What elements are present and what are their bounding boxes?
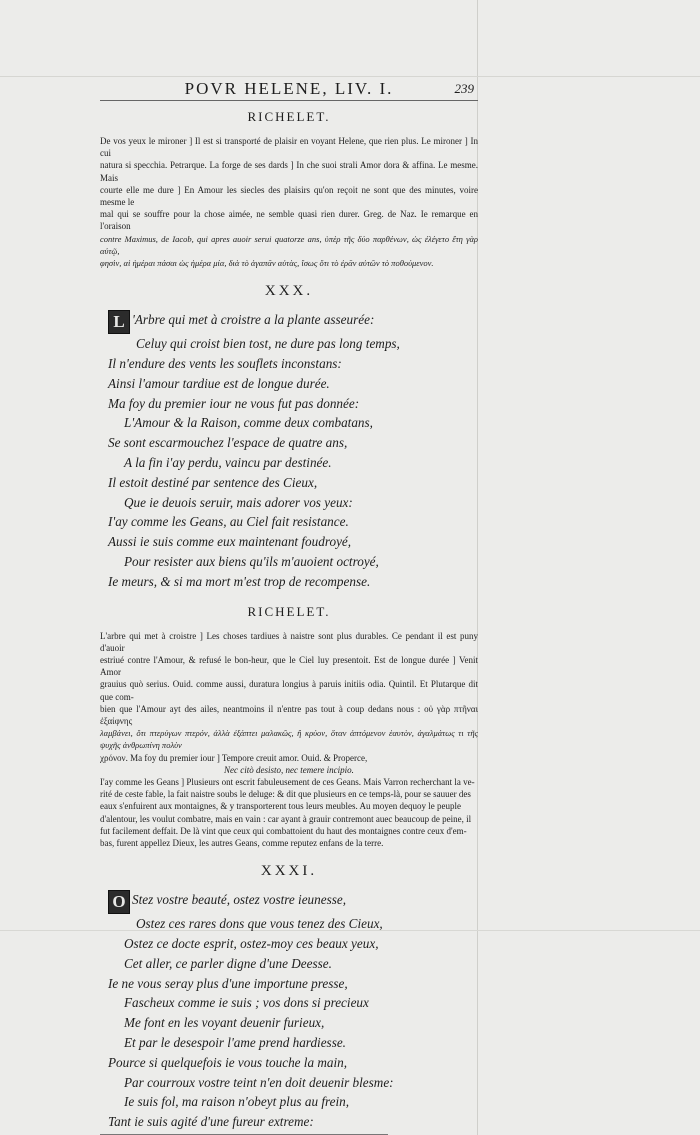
poem-line: Pour resister aux biens qu'ils m'auoient octroyé, xyxy=(124,554,379,569)
poem-line: Se sont escarmouchez l'espace de quatre ans, xyxy=(108,435,348,451)
commentary-line: bas, furent appellez Dieux, les autres Geans, comme reputez enfans de la terre. xyxy=(100,838,384,849)
header-rule xyxy=(100,100,478,101)
running-head xyxy=(100,78,478,100)
poem-line: Ma foy du premier iour ne vous fut pas donnée: xyxy=(108,395,360,411)
commentary-line: De vos yeux le mironer ] Il est si transporté de plaisir en voyant Helene, que rien plus. Le mironer ] In cui xyxy=(100,136,478,159)
poem-line: Tant ie suis agité d'une fureur extreme: xyxy=(108,1114,314,1130)
poem-line: O Stez vostre beauté, ostez vostre ieunesse, xyxy=(108,890,478,914)
poem-line: L 'Arbre qui met à croistre a la plante asseurée: xyxy=(108,310,478,334)
poem-line: I'ay comme les Geans, au Ciel fait resistance. xyxy=(108,514,349,530)
sonnet-number-30: XXX. xyxy=(264,283,314,300)
commentary-2 xyxy=(100,630,478,850)
commentary-line: d'alentour, les voulut combatre, mais en vain : car ayant à grauir contremont auec beaucoup de peine, il xyxy=(100,813,472,824)
poem-line: Il n'endure des vents les souflets inconstans: xyxy=(108,356,342,372)
poem-line: Ostez ces rares dons que vous tenez des Cieux, xyxy=(136,916,383,932)
commentary-line: courte elle me dure ] En Amour les siecles des plaisirs qu'on reçoit ne sont que des minutes, voire mesme le xyxy=(100,184,478,208)
commentary-line: natura si specchia. Petrarque. La forge de ses dards ] In che suoi strali Amor dora & affina. Le mesme. Mais xyxy=(100,160,478,183)
commentary-line: χρόνον. Ma foy du premier iour ] Tempore creuit amor. Ouid. & Properce, xyxy=(100,752,368,763)
poem-line: Que ie deuois seruir, mais adorer vos yeux: xyxy=(124,494,353,510)
poem-line: Me font en les voyant deuenir furieux, xyxy=(124,1015,325,1031)
commentary-1 xyxy=(100,135,478,269)
poem-line: Fascheux comme ie suis ; vos dons si precieux xyxy=(124,995,369,1011)
poem-line: Ie ne vous seray plus d'une importune presse, xyxy=(108,975,348,991)
sonnet-31 xyxy=(100,890,478,1132)
drop-cap-initial: O xyxy=(108,890,130,914)
commentary-line: φησὶν, αἱ ἡμέραι πάσαι ὡς ἡμέρα μία, διὰ τὸ ἀγαπᾶν αὐτὰς, ἴσως ὅτι τὸ ἐρᾶν αὐτῶν τὸ ποθούμενον. xyxy=(100,258,434,269)
poem-line: L'Amour & la Raison, comme deux combatans, xyxy=(124,415,373,431)
sonnet-number-31: XXXI. xyxy=(260,863,318,880)
commentary-line: rité de ceste fable, la fait naistre soubs le deluge: & dit que plusieurs en ce temps-là, pour se sauuer des xyxy=(100,789,471,800)
commentary-line: Nec citò desisto, nec temere incipio. xyxy=(224,764,354,775)
commentary-line: bien que l'Amour ayt des ailes, neantmoins il n'entre pas tout à coup dedans nous : οὐ γὰρ πτῆναι ἐξαίφνης xyxy=(100,703,478,727)
running-title: POVR HELENE, LIV. I. xyxy=(184,79,394,98)
poem-line: Ostez ce docte esprit, ostez-moy ces beaux yeux, xyxy=(124,936,379,952)
drop-cap-initial: L xyxy=(108,310,130,334)
poem-line: Ie suis fol, ma raison n'obeyt plus au frein, xyxy=(124,1094,350,1110)
commentary-heading-2: RICHELET. xyxy=(247,603,331,619)
poem-line: Aussi ie suis comme eux maintenant foudroyé, xyxy=(108,534,352,550)
commentary-heading-1: RICHELET. xyxy=(247,109,331,124)
commentary-line: L'arbre qui met à croistre ] Les choses tardiues à naistre sont plus durables. Ce pendant il est puny d'auoir xyxy=(100,630,478,653)
sheet-top-line xyxy=(0,76,700,77)
poem-line: Celuy qui croist bien tost, ne dure pas long temps, xyxy=(136,336,400,352)
poem-line: Ie meurs, & si ma mort m'est trop de recompense. xyxy=(108,573,371,589)
poem-line: Cet aller, ce parler digne d'une Deesse. xyxy=(124,955,332,971)
poem-line: Par courroux vostre teint n'en doit deuenir blesme: xyxy=(124,1074,394,1090)
poem-line: Ainsi l'amour tardiue est de longue durée. xyxy=(108,375,330,391)
poem-line: Pource si quelquefois ie vous touche la main, xyxy=(108,1054,348,1070)
sonnet-30 xyxy=(100,310,478,591)
commentary-line: I'ay comme les Geans ] Plusieurs ont escrit fabuleusement de ces Geans. Mais Varron recherchant la ve- xyxy=(100,777,475,788)
commentary-line: contre Maximus, de Iacob, qui apres auoir serui quatorze ans, ὑπὲρ τῆς δύο παρθένων, ὡς ἐλέγετο ἔτη γὰρ αὐτῷ, xyxy=(100,233,478,256)
commentary-line: fut facilement deffait. De là vint que ceux qui combattoient du haut des montaignes contre ceux d'em- xyxy=(100,825,467,836)
commentary-line: λαμβάνει, ὅτι πτερύγων πτερόν, ἀλλὰ ἐξάπτει μαλακῶς, ἢ κρύον, ὅταν ἀπτόμενον ἑαυτὸν, ἀγαλμάτως τι τῆς ψυχῆς ἀνθρωπίνη πολὺν xyxy=(100,728,478,751)
poem-line: Il estoit destiné par sentence des Cieux, xyxy=(108,474,318,490)
commentary-line: mal qui se souffre pour la chose aimée, ne semble quasi rien durer. Greg. de Naz. Ie remarque en l'oraison xyxy=(100,209,478,232)
poem-line: Et par le desespoir l'ame prend hardiesse. xyxy=(124,1035,346,1051)
commentary-line: estriué contre l'Amour, & refusé le bon-heur, que le Ciel luy presentoit. Est de longue durée ] Venit Amor xyxy=(100,655,478,678)
commentary-line: grauius quò serius. Ouid. comme aussi, duratura longius à paruis initiis odia. Quintil. Et Plutarque dit que com- xyxy=(100,679,478,702)
page-number: 239 xyxy=(454,81,474,96)
book-page xyxy=(100,78,478,1135)
commentary-line: eaux s'enfuirent aux montaignes, & y transporterent tous leurs meubles. Au moyen dequoy le peuple xyxy=(100,801,462,812)
poem-line: A la fin i'ay perdu, vaincu par destinée. xyxy=(124,455,332,471)
